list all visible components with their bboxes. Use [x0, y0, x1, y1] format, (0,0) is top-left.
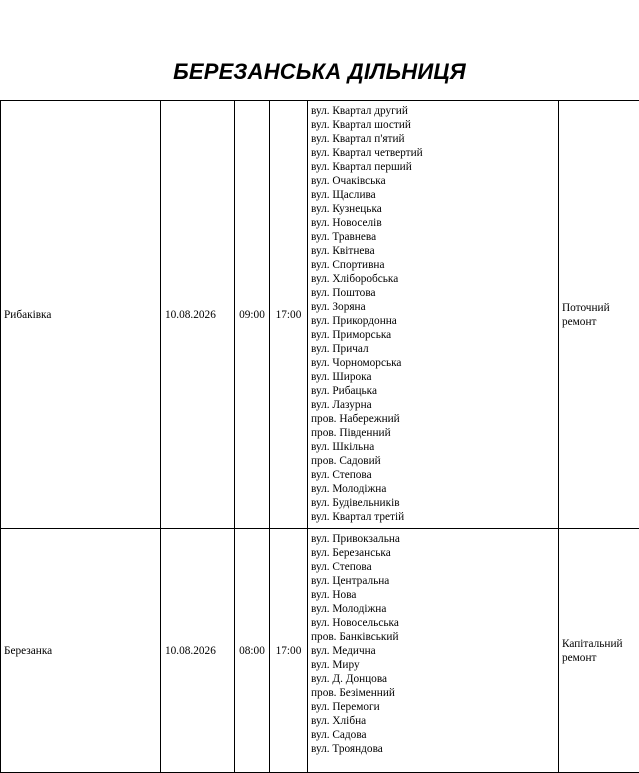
- street-item: пров. Південний: [311, 426, 555, 440]
- street-item: вул. Хліборобська: [311, 272, 555, 286]
- street-item: вул. Хлібна: [311, 714, 555, 728]
- street-item: вул. Привокзальна: [311, 532, 555, 546]
- street-item: вул. Кузнецька: [311, 202, 555, 216]
- street-item: вул. Чорноморська: [311, 356, 555, 370]
- street-item: вул. Квартал четвертий: [311, 146, 555, 160]
- street-item: вул. Молодіжна: [311, 482, 555, 496]
- table-row: [1, 101, 639, 529]
- street-item: пров. Банківський: [311, 630, 555, 644]
- date-cell: 10.08.2026: [161, 101, 235, 529]
- street-item: вул. Лазурна: [311, 398, 555, 412]
- street-item: вул. Причал: [311, 342, 555, 356]
- street-item: вул. Поштова: [311, 286, 555, 300]
- street-item: вул. Рибацька: [311, 384, 555, 398]
- street-item: вул. Прикордонна: [311, 314, 555, 328]
- street-item: вул. Трояндова: [311, 742, 555, 756]
- work-type-cell: Капітальний ремонт: [559, 529, 639, 773]
- street-item: вул. Очаківська: [311, 174, 555, 188]
- street-item: вул. Миру: [311, 658, 555, 672]
- street-item: вул. Квартал п'ятий: [311, 132, 555, 146]
- street-item: вул. Щаслива: [311, 188, 555, 202]
- work-type-cell: Поточний ремонт: [559, 101, 639, 529]
- street-item: вул. Новоселів: [311, 216, 555, 230]
- street-item: пров. Садовий: [311, 454, 555, 468]
- street-item: вул. Квартал перший: [311, 160, 555, 174]
- street-item: вул. Перемоги: [311, 700, 555, 714]
- outage-table-body: [1, 101, 639, 773]
- place-cell: Рибаківка: [1, 101, 161, 529]
- start-time-cell: 08:00: [235, 529, 270, 773]
- street-item: вул. Д. Донцова: [311, 672, 555, 686]
- street-item: вул. Зоряна: [311, 300, 555, 314]
- outage-table: [0, 100, 639, 773]
- street-item: вул. Спортивна: [311, 258, 555, 272]
- street-item: вул. Центральна: [311, 574, 555, 588]
- table-row: [1, 529, 639, 773]
- page-title: БЕРЕЗАНСЬКА ДІЛЬНИЦЯ: [0, 57, 639, 87]
- date-cell: 10.08.2026: [161, 529, 235, 773]
- street-item: вул. Степова: [311, 468, 555, 482]
- street-item: вул. Травнева: [311, 230, 555, 244]
- street-item: вул. Березанська: [311, 546, 555, 560]
- street-item: вул. Квартал шостий: [311, 118, 555, 132]
- street-item: вул. Шкільна: [311, 440, 555, 454]
- streets-cell: [308, 101, 559, 529]
- street-item: вул. Степова: [311, 560, 555, 574]
- streets-cell: [308, 529, 559, 773]
- street-item: пров. Набережний: [311, 412, 555, 426]
- street-item: вул. Новосельська: [311, 616, 555, 630]
- street-item: вул. Широка: [311, 370, 555, 384]
- street-item: пров. Безіменний: [311, 686, 555, 700]
- street-item: вул. Нова: [311, 588, 555, 602]
- end-time-cell: 17:00: [270, 101, 308, 529]
- street-item: вул. Садова: [311, 728, 555, 742]
- start-time-cell: 09:00: [235, 101, 270, 529]
- street-item: вул. Квітнева: [311, 244, 555, 258]
- street-item: вул. Будівельників: [311, 496, 555, 510]
- street-item: вул. Квартал третій: [311, 510, 555, 524]
- end-time-cell: 17:00: [270, 529, 308, 773]
- street-item: вул. Молодіжна: [311, 602, 555, 616]
- street-item: вул. Квартал другий: [311, 104, 555, 118]
- place-cell: Березанка: [1, 529, 161, 773]
- street-item: вул. Медична: [311, 644, 555, 658]
- street-item: вул. Приморська: [311, 328, 555, 342]
